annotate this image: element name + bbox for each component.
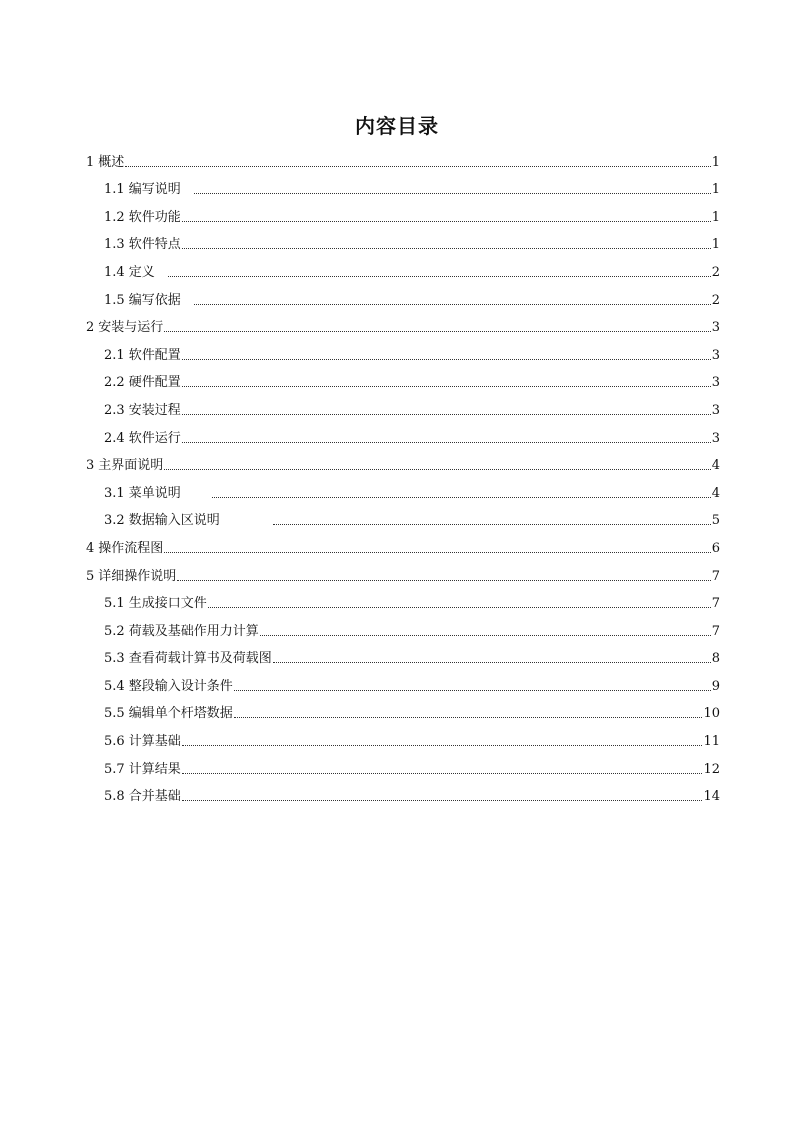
- toc-entry-number: 5.6: [104, 734, 125, 750]
- toc-entry-page-number: 1: [711, 237, 720, 253]
- toc-entry[interactable]: [86, 667, 720, 695]
- toc-list: [86, 143, 720, 805]
- toc-entry-label: 主界面说明: [98, 458, 164, 474]
- toc-entry[interactable]: [86, 640, 720, 668]
- toc-entry[interactable]: [86, 419, 720, 447]
- toc-entry-label: 软件运行: [128, 430, 181, 446]
- toc-leader-dots: [125, 156, 710, 167]
- toc-entry-page-number: 1: [711, 209, 720, 225]
- toc-entry[interactable]: [86, 198, 720, 226]
- toc-entry[interactable]: [86, 750, 720, 778]
- toc-entry[interactable]: [86, 253, 720, 281]
- toc-entry-number: 1.4: [104, 264, 125, 280]
- toc-entry-page-number: 2: [711, 292, 720, 308]
- toc-entry[interactable]: [86, 612, 720, 640]
- toc-entry-number: 5.5: [104, 706, 125, 722]
- toc-entry[interactable]: [86, 143, 720, 171]
- toc-entry-number: 2.1: [104, 347, 125, 363]
- toc-entry-page-number: 9: [711, 678, 720, 694]
- toc-entry-page-number: 11: [703, 734, 720, 750]
- toc-entry-page-number: 12: [703, 761, 720, 777]
- toc-entry[interactable]: [86, 529, 720, 557]
- toc-entry-label: 生成接口文件: [128, 596, 207, 612]
- toc-entry-label: 操作流程图: [98, 540, 164, 556]
- toc-entry-label: 编写依据: [128, 292, 181, 308]
- toc-entry[interactable]: [86, 391, 720, 419]
- toc-entry-label: 软件功能: [128, 209, 181, 225]
- toc-entry-page-number: 4: [711, 485, 720, 501]
- toc-entry-number: 1: [86, 154, 95, 170]
- toc-entry-page-number: 6: [711, 540, 720, 556]
- toc-entry-number: 5.1: [104, 596, 125, 612]
- toc-entry[interactable]: [86, 585, 720, 613]
- toc-entry-label: 整段输入设计条件: [128, 678, 233, 694]
- toc-leader-dots: [164, 321, 710, 332]
- toc-entry[interactable]: [86, 171, 720, 199]
- toc-leader-dots: [208, 597, 711, 608]
- toc-entry-page-number: 4: [711, 458, 720, 474]
- toc-entry-page-number: 1: [711, 154, 720, 170]
- toc-entry[interactable]: [86, 778, 720, 806]
- toc-entry-number: 5.3: [104, 651, 125, 667]
- toc-entry-label: 编辑单个杆塔数据: [128, 706, 233, 722]
- toc-entry-page-number: 3: [711, 347, 720, 363]
- toc-entry-number: 5.2: [104, 623, 125, 639]
- toc-leader-dots: [194, 183, 711, 194]
- toc-entry[interactable]: [86, 695, 720, 723]
- toc-leader-dots: [182, 790, 703, 801]
- toc-entry-label: 计算基础: [128, 734, 181, 750]
- toc-leader-dots: [182, 211, 711, 222]
- toc-entry-label: 荷载及基础作用力计算: [128, 623, 259, 639]
- toc-entry-number: 5.8: [104, 789, 125, 805]
- toc-entry-label: 软件特点: [128, 237, 181, 253]
- toc-entry-number: 1.3: [104, 237, 125, 253]
- toc-leader-dots: [182, 763, 703, 774]
- toc-entry-label: 安装与运行: [98, 320, 164, 336]
- toc-entry-label: 合并基础: [128, 789, 181, 805]
- toc-entry[interactable]: [86, 226, 720, 254]
- toc-entry-number: 4: [86, 540, 95, 556]
- toc-entry[interactable]: [86, 722, 720, 750]
- toc-entry-number: 3: [86, 458, 95, 474]
- toc-entry-number: 5.7: [104, 761, 125, 777]
- toc-entry[interactable]: [86, 309, 720, 337]
- toc-entry-page-number: 1: [711, 182, 720, 198]
- toc-entry-page-number: 7: [711, 623, 720, 639]
- toc-entry[interactable]: [86, 474, 720, 502]
- toc-entry-number: 2.2: [104, 375, 125, 391]
- toc-leader-dots: [182, 404, 711, 415]
- toc-entry-label: 安装过程: [128, 402, 181, 418]
- toc-leader-dots: [164, 542, 710, 553]
- toc-entry-page-number: 5: [711, 513, 720, 529]
- toc-leader-dots: [182, 349, 711, 360]
- toc-entry-number: 1.5: [104, 292, 125, 308]
- toc-entry-number: 3.2: [104, 513, 125, 529]
- toc-entry[interactable]: [86, 502, 720, 530]
- toc-entry-number: 5: [86, 568, 95, 584]
- toc-entry-label: 硬件配置: [128, 375, 181, 391]
- toc-entry-label: 查看荷载计算书及荷载图: [128, 651, 272, 667]
- toc-entry-number: 2: [86, 320, 95, 336]
- toc-entry-number: 1.2: [104, 209, 125, 225]
- toc-leader-dots: [234, 680, 711, 691]
- toc-leader-dots: [273, 514, 711, 525]
- toc-leader-dots: [164, 459, 710, 470]
- toc-leader-dots: [260, 625, 711, 636]
- toc-leader-dots: [177, 570, 710, 581]
- toc-entry-label: 计算结果: [128, 761, 181, 777]
- toc-entry-page-number: 10: [703, 706, 720, 722]
- toc-entry-label: 编写说明: [128, 182, 181, 198]
- toc-entry-label: 菜单说明: [128, 485, 181, 501]
- toc-entry-page-number: 3: [711, 320, 720, 336]
- toc-leader-dots: [182, 432, 711, 443]
- toc-entry[interactable]: [86, 364, 720, 392]
- toc-leader-dots: [212, 487, 711, 498]
- toc-entry-number: 5.4: [104, 678, 125, 694]
- toc-entry[interactable]: [86, 336, 720, 364]
- toc-entry[interactable]: [86, 447, 720, 475]
- toc-entry-page-number: 7: [711, 568, 720, 584]
- toc-leader-dots: [182, 735, 703, 746]
- toc-leader-dots: [182, 238, 711, 249]
- toc-entry-number: 2.3: [104, 402, 125, 418]
- toc-entry-page-number: 3: [711, 375, 720, 391]
- toc-leader-dots: [273, 652, 711, 663]
- toc-entry-label: 软件配置: [128, 347, 181, 363]
- toc-entry-page-number: 3: [711, 402, 720, 418]
- toc-title: 内容目录: [355, 114, 439, 138]
- toc-leader-dots: [234, 707, 703, 718]
- toc-entry-page-number: 7: [711, 596, 720, 612]
- toc-leader-dots: [168, 266, 711, 277]
- toc-leader-dots: [182, 376, 711, 387]
- toc-leader-dots: [194, 294, 711, 305]
- toc-entry-page-number: 8: [711, 651, 720, 667]
- toc-entry-label: 数据输入区说明: [128, 513, 220, 529]
- toc-entry-label: 详细操作说明: [98, 568, 177, 584]
- toc-entry[interactable]: [86, 557, 720, 585]
- toc-entry-number: 2.4: [104, 430, 125, 446]
- toc-entry-number: 3.1: [104, 485, 125, 501]
- toc-entry-page-number: 14: [703, 789, 720, 805]
- toc-entry-label: 概述: [98, 154, 125, 170]
- toc-entry-label: 定义: [128, 264, 155, 280]
- toc-entry[interactable]: [86, 281, 720, 309]
- toc-entry-page-number: 3: [711, 430, 720, 446]
- toc-entry-page-number: 2: [711, 264, 720, 280]
- toc-entry-number: 1.1: [104, 182, 125, 198]
